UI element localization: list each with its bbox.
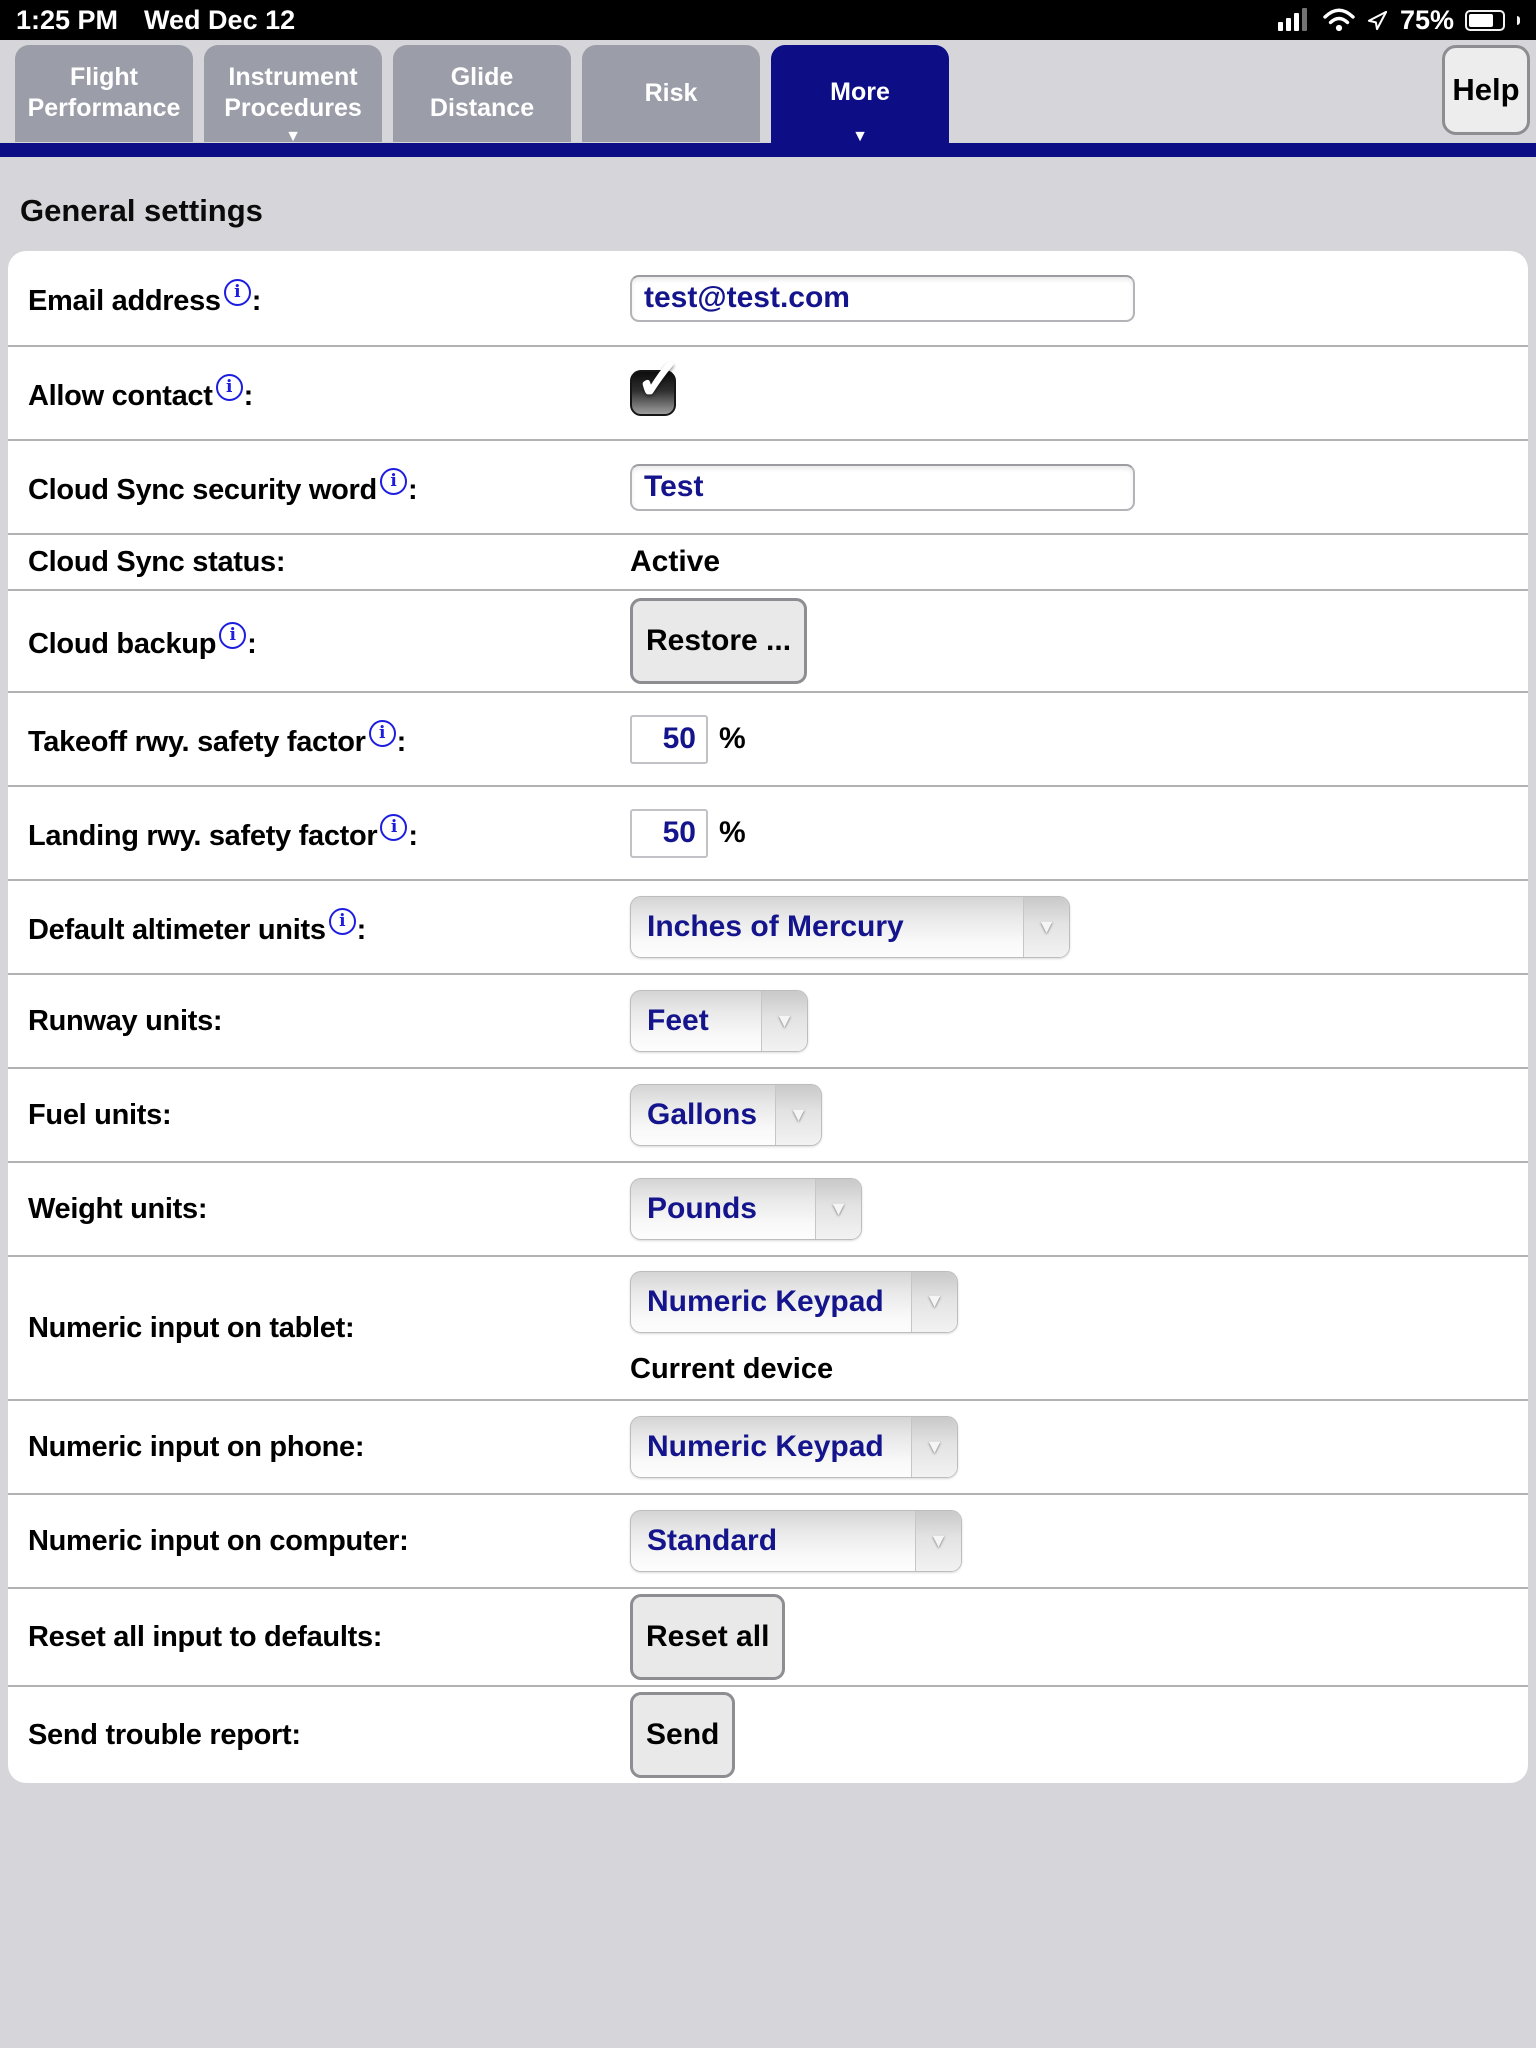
checkmark-icon: ✓ bbox=[635, 348, 683, 412]
numeric-input-on-phone-selected-value: Numeric Keypad bbox=[647, 1430, 884, 1463]
tab-label: Glide Distance bbox=[429, 63, 535, 122]
numeric-input-on-tablet-label: Numeric input on tablet: bbox=[28, 1311, 355, 1344]
info-icon[interactable]: i bbox=[224, 279, 251, 306]
numeric-input-on-phone-label: Numeric input on phone: bbox=[28, 1430, 365, 1463]
battery-percent-text: 75% bbox=[1399, 4, 1454, 35]
weight-units-selected-value: Pounds bbox=[647, 1192, 757, 1225]
page-title: General settings bbox=[20, 193, 263, 228]
numeric-input-on-computer-selected-value: Standard bbox=[647, 1524, 778, 1557]
status-right bbox=[1278, 5, 1520, 36]
tab-label: Flight Performance bbox=[27, 63, 181, 122]
numeric-input-on-computer-label: Numeric input on computer: bbox=[28, 1524, 409, 1557]
clock-text: 1:25 PM bbox=[16, 4, 119, 35]
row-weight-units bbox=[8, 1161, 1528, 1255]
allow-contact-checkbox[interactable] bbox=[630, 348, 683, 416]
info-icon[interactable]: i bbox=[329, 908, 356, 935]
chevron-down-icon: ▼ bbox=[911, 1417, 957, 1477]
cloud-sync-security-word-label: Cloud Sync security word i : bbox=[28, 468, 630, 507]
chevron-down-icon: ▼ bbox=[1023, 897, 1069, 957]
send-trouble-report-button[interactable]: Send bbox=[630, 1692, 735, 1778]
fuel-units-select[interactable] bbox=[630, 1084, 822, 1146]
chevron-down-icon: ▼ bbox=[815, 1179, 861, 1239]
row-cloud-backup bbox=[8, 589, 1528, 691]
cellular-signal-icon bbox=[1278, 8, 1312, 32]
chevron-down-icon: ▼ bbox=[285, 128, 301, 145]
email-address-label: Email address i : bbox=[28, 279, 630, 318]
info-icon[interactable]: i bbox=[216, 374, 243, 401]
allow-contact-label: Allow contact i : bbox=[28, 374, 630, 413]
location-arrow-icon bbox=[1366, 9, 1389, 32]
runway-units-label: Runway units: bbox=[28, 1004, 223, 1037]
row-email-address bbox=[8, 251, 1528, 345]
info-icon[interactable]: i bbox=[369, 720, 396, 747]
chevron-down-icon: ▼ bbox=[915, 1511, 961, 1571]
tab-glide-distance[interactable] bbox=[393, 45, 571, 142]
tab-label: More bbox=[830, 78, 890, 106]
row-runway-units bbox=[8, 973, 1528, 1067]
wifi-icon bbox=[1323, 8, 1355, 32]
tab-more[interactable] bbox=[771, 45, 949, 157]
tab-flight-performance[interactable] bbox=[15, 45, 193, 142]
battery-fill bbox=[1469, 14, 1493, 27]
cloud-sync-status-label: Cloud Sync status: bbox=[28, 545, 286, 578]
fuel-units-label: Fuel units: bbox=[28, 1098, 172, 1131]
settings-panel bbox=[8, 251, 1528, 1783]
numeric-input-on-computer-select[interactable] bbox=[630, 1510, 962, 1572]
row-allow-contact bbox=[8, 345, 1528, 439]
default-altimeter-units-select[interactable] bbox=[630, 896, 1070, 958]
row-numeric-input-on-phone bbox=[8, 1399, 1528, 1493]
numeric-input-on-phone-select[interactable] bbox=[630, 1416, 958, 1478]
battery-tip bbox=[1517, 16, 1520, 25]
status-bar bbox=[0, 0, 1536, 40]
chevron-down-icon: ▼ bbox=[775, 1085, 821, 1145]
row-landing-rwy-safety-factor bbox=[8, 785, 1528, 879]
row-default-altimeter-units bbox=[8, 879, 1528, 973]
row-cloud-sync-status bbox=[8, 533, 1528, 589]
email-address-input[interactable] bbox=[630, 275, 1135, 322]
cloud-backup-label: Cloud backup i : bbox=[28, 622, 630, 661]
takeoff-rwy-safety-factor-input[interactable] bbox=[630, 715, 708, 764]
status-left bbox=[16, 5, 295, 36]
cloud-sync-status-value: Active bbox=[630, 545, 721, 578]
battery-icon bbox=[1465, 10, 1505, 31]
numeric-input-on-tablet-selected-value: Numeric Keypad bbox=[647, 1284, 884, 1318]
tab-list bbox=[15, 45, 949, 157]
send-trouble-report-label: Send trouble report: bbox=[28, 1718, 301, 1751]
info-icon[interactable]: i bbox=[380, 814, 407, 841]
takeoff-rwy-safety-factor-unit-label: % bbox=[719, 722, 746, 755]
row-send-trouble-report bbox=[8, 1685, 1528, 1783]
row-takeoff-rwy-safety-factor bbox=[8, 691, 1528, 785]
reset-all-input-to-defaults-label: Reset all input to defaults: bbox=[28, 1620, 383, 1653]
numeric-input-on-tablet-select[interactable] bbox=[630, 1271, 958, 1333]
landing-rwy-safety-factor-input[interactable] bbox=[630, 809, 708, 858]
row-reset-all-input-to-defaults bbox=[8, 1587, 1528, 1685]
tab-label: Risk bbox=[644, 79, 698, 107]
date-text: Wed Dec 12 bbox=[144, 4, 296, 35]
row-numeric-input-on-computer bbox=[8, 1493, 1528, 1587]
numeric-input-on-tablet-note: Current device bbox=[630, 1352, 834, 1385]
tab-risk[interactable] bbox=[582, 45, 760, 142]
reset-all-input-to-defaults-button[interactable]: Reset all bbox=[630, 1594, 785, 1680]
default-altimeter-units-selected-value: Inches of Mercury bbox=[647, 910, 904, 943]
weight-units-label: Weight units: bbox=[28, 1192, 208, 1225]
info-icon[interactable]: i bbox=[380, 468, 407, 495]
fuel-units-selected-value: Gallons bbox=[647, 1098, 758, 1131]
cloud-backup-button[interactable]: Restore ... bbox=[630, 598, 807, 684]
weight-units-select[interactable] bbox=[630, 1178, 862, 1240]
row-cloud-sync-security-word bbox=[8, 439, 1528, 533]
chevron-down-icon: ▼ bbox=[911, 1272, 957, 1332]
help-button[interactable]: Help bbox=[1442, 45, 1530, 135]
info-icon[interactable]: i bbox=[219, 622, 246, 649]
row-numeric-input-on-tablet bbox=[8, 1255, 1528, 1399]
runway-units-selected-value: Feet bbox=[647, 1004, 709, 1037]
chevron-down-icon: ▼ bbox=[761, 991, 807, 1051]
runway-units-select[interactable] bbox=[630, 990, 808, 1052]
cloud-sync-security-word-input[interactable] bbox=[630, 464, 1135, 511]
takeoff-rwy-safety-factor-label: Takeoff rwy. safety factor i : bbox=[28, 720, 630, 759]
tab-instrument-procedures[interactable] bbox=[204, 45, 382, 145]
chevron-down-icon: ▼ bbox=[852, 128, 868, 145]
default-altimeter-units-label: Default altimeter units i : bbox=[28, 908, 630, 947]
tab-bar bbox=[0, 40, 1536, 157]
landing-rwy-safety-factor-label: Landing rwy. safety factor i : bbox=[28, 814, 630, 853]
row-fuel-units bbox=[8, 1067, 1528, 1161]
tab-label: Instrument Procedures bbox=[224, 63, 362, 122]
landing-rwy-safety-factor-unit-label: % bbox=[719, 816, 746, 849]
